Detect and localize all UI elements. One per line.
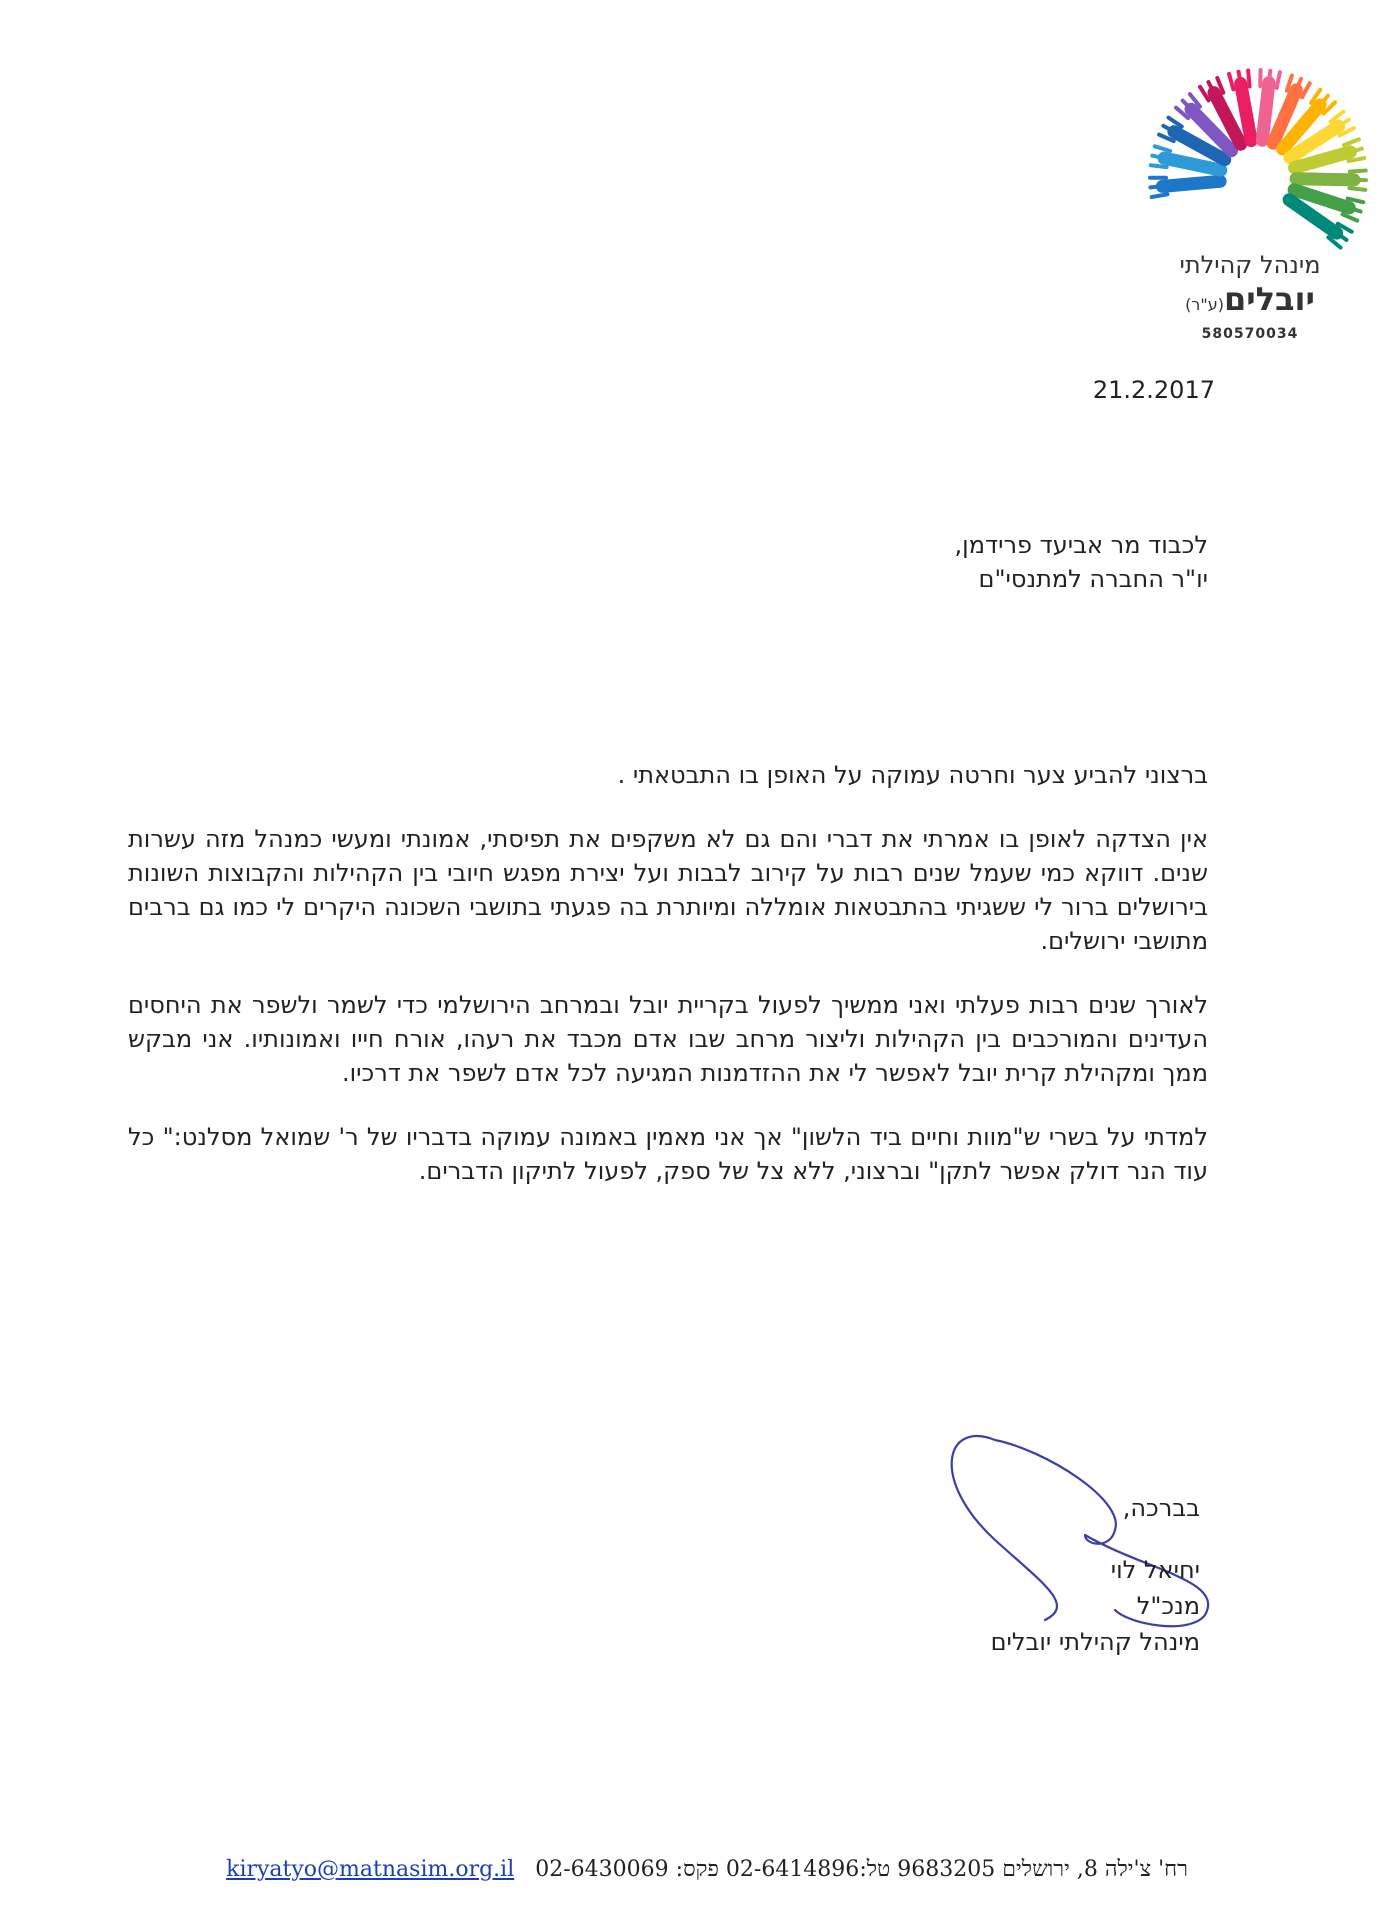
- logo-finger-stroke: [1277, 72, 1280, 88]
- logo-finger-stroke: [1168, 118, 1181, 127]
- logo-finger-stroke: [1150, 186, 1166, 187]
- logo-hand-stroke: [1162, 181, 1220, 186]
- body-paragraph: אין הצדקה לאופן בו אמרתי את דברי והם גם לא משקפים את תפיסתי, אמונתי ומעשי כמנהל מזה עשרות שנים. דווקא כמי שעמל שנים רבות על קירוב לבבות ועל יצירת מפגש חיובי בין הקהילות והקבוצות השונות בירושלים ברור לי ששגיתי בהתבטאות אומללה ומיותרת בה פגעתי בתושבי השכונה היקרים לי כמו גם ברבים מתושבי ירושלים.: [128, 825, 1208, 955]
- logo-finger-stroke: [1268, 71, 1270, 87]
- logo-finger-stroke: [1248, 70, 1249, 86]
- signer-name: יחיאל לוי: [1110, 1556, 1200, 1584]
- recipient-block: [608, 528, 1208, 596]
- logo-finger-stroke: [1152, 194, 1168, 197]
- logo-text: [1150, 250, 1350, 344]
- recipient-title: יו"ר החברה למתנסי"ם: [978, 565, 1208, 593]
- logo-finger-stroke: [1151, 165, 1167, 167]
- logo-finger-stroke: [1343, 214, 1358, 220]
- signer-organization: מינהל קהילתי יובלים: [990, 1628, 1200, 1656]
- letterhead-footer: [138, 1856, 1188, 1882]
- closing-block: [800, 1490, 1200, 1660]
- logo-finger-stroke: [1200, 87, 1209, 100]
- logo-finger-stroke: [1350, 170, 1366, 171]
- logo-finger-stroke: [1155, 146, 1170, 151]
- logo-finger-stroke: [1239, 72, 1242, 88]
- body-paragraph: למדתי על בשרי ש"מוות וחיים ביד הלשון" אך אני מאמין באמונה עמוקה בדבריו של ר' שמואל מסלנט:" כל עוד הנר דולק אפשר לתקן" וברצוני, ללא צל של ספק, לפעול לתיקון הדברים.: [128, 1123, 1208, 1185]
- footer-address: רח' צ'ילה 8, ירושלים 9683205 טל:02-6414896 פקס: 02-6430069: [535, 1857, 1188, 1882]
- logo-finger-stroke: [1349, 188, 1365, 190]
- logo-finger-stroke: [1344, 139, 1359, 145]
- logo-org-suffix: (ע"ר): [1185, 295, 1224, 314]
- logo-registration-number: 580570034: [1201, 326, 1299, 342]
- body-paragraph: לאורך שנים רבות פעלתי ואני ממשיך לפעול בקריית יובל ובמרחב הירושלמי כדי לשמר ולשפר את היחסים העדינים והמורכבים בין הקהילות וליצור מרחב שבו אדם מכבד את רעהו, אורח חייו ואמונותיו. אני מבקש ממך ומקהילת קרית יובל לאפשר לי את ההזדמנות המגיעה לכל אדם לשפר את דרכיו.: [128, 991, 1208, 1087]
- logo-hand-stroke: [1241, 84, 1251, 141]
- hands-logo-icon: [1148, 68, 1368, 258]
- letter-date: 21.2.2017: [1092, 376, 1215, 404]
- logo-hand-stroke: [1296, 179, 1354, 180]
- logo-hand-stroke: [1262, 83, 1269, 141]
- logo-org-name: יובלים(ע"ר): [1185, 280, 1315, 318]
- recipient-name: לכבוד מר אביעד פרידמן,: [954, 531, 1208, 559]
- signer-title: מנכ"ל: [1136, 1592, 1200, 1620]
- logo-org-type: מינהל קהילתי: [1179, 251, 1321, 279]
- letter-body: [128, 758, 1208, 1218]
- body-paragraph: ברצוני להביע צער וחרטה עמוקה על האופן בו התבטאתי .: [617, 761, 1208, 789]
- logo-finger-stroke: [1302, 83, 1310, 97]
- footer-email-link[interactable]: kiryatyo@matnasim.org.il: [226, 1857, 515, 1882]
- logo-finger-stroke: [1229, 74, 1233, 89]
- closing-greeting: בברכה,: [1122, 1494, 1200, 1522]
